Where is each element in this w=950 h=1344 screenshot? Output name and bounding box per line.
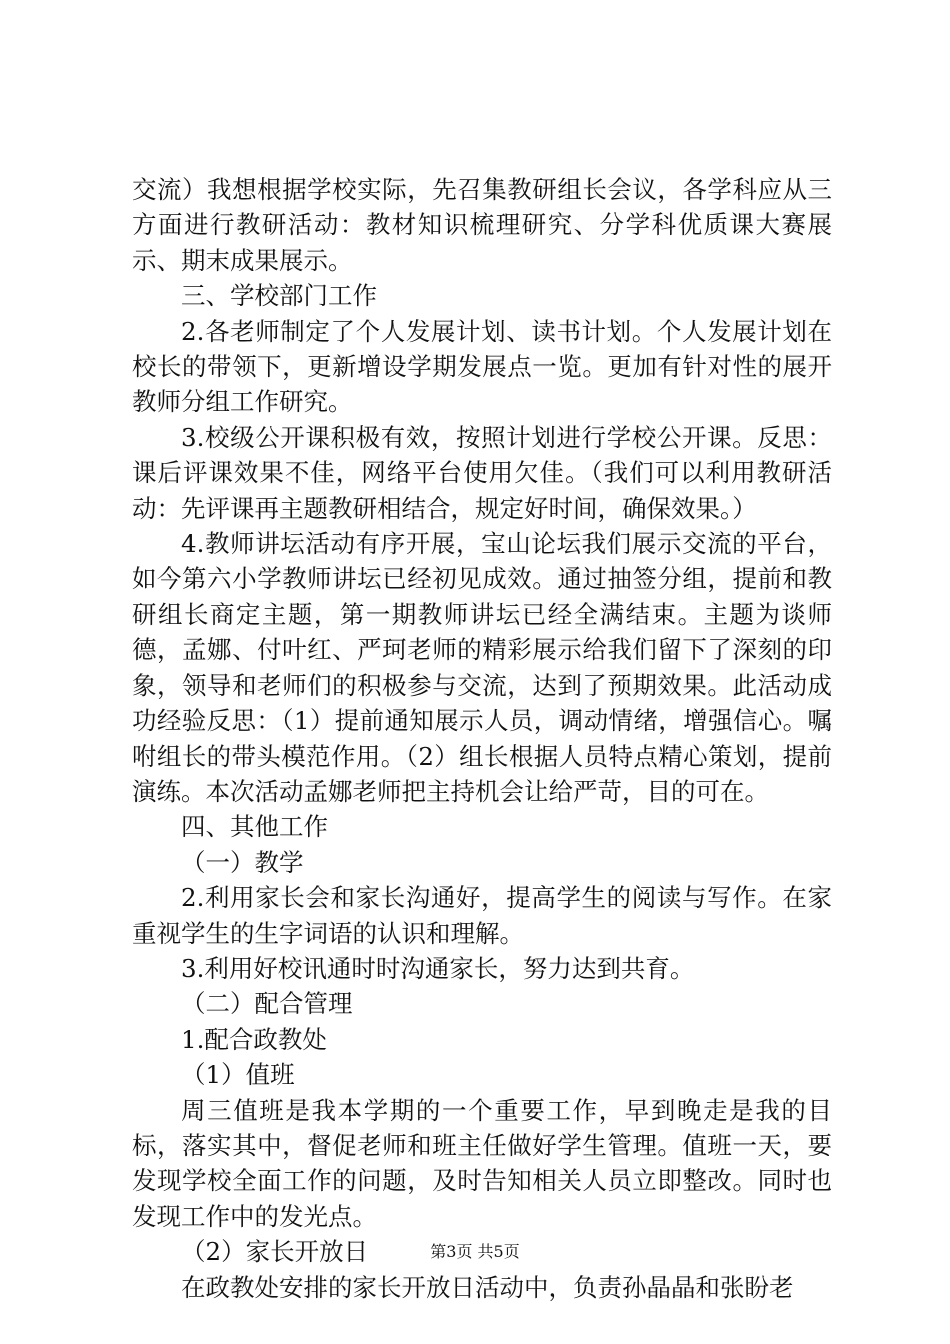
paragraph: （二）配合管理 bbox=[181, 989, 353, 1019]
paragraph: 4.教师讲坛活动有序开展，宝山论坛我们展示交流的平台，如今第六小学教师讲坛已经初见成效。通过抽签分组，提前和教研组长商定主题，第一期教师讲坛已经全满结束。主题为谈师德，孟娜、付叶红、严珂老师的精彩展示给我们留下了深刻的印象，领导和老师们的积极参与交流，达到了预期效果。此活动成功经验反思：（1）提前通知展示人员，调动情绪，增强信心。嘱咐组长的带头模范作用。（2）组长根据人员特点精心策划，提前演练。本次活动孟娜老师把主持机会让给严苛，目的可在。 bbox=[132, 529, 832, 806]
paragraph: 三、学校部门工作 bbox=[181, 281, 377, 311]
paragraph: 3.校级公开课积极有效，按照计划进行学校公开课。反思：课后评课效果不佳，网络平台使用欠佳。（我们可以利用教研活动：先评课再主题教研相结合，规定好时间，确保效果。） bbox=[132, 422, 832, 523]
paragraph: 2.各老师制定了个人发展计划、读书计划。个人发展计划在校长的带领下，更新增设学期发展点一览。更加有针对性的展开教师分组工作研究。 bbox=[132, 316, 832, 417]
paragraph: （一）教学 bbox=[181, 847, 304, 877]
document-body bbox=[132, 172, 832, 1305]
paragraph: 四、其他工作 bbox=[181, 812, 328, 842]
paragraph: 1.配合政教处 bbox=[181, 1024, 327, 1054]
page-footer: 第3页 共5页 bbox=[430, 1242, 520, 1261]
paragraph: （2）家长开放日 bbox=[181, 1237, 369, 1267]
paragraph: （1）值班 bbox=[181, 1060, 295, 1090]
paragraph: 在政教处安排的家长开放日活动中，负责孙晶晶和张盼老 bbox=[181, 1272, 794, 1302]
paragraph: 3.利用好校讯通时时沟通家长，努力达到共育。 bbox=[181, 953, 695, 983]
paragraph: 2.利用家长会和家长沟通好，提高学生的阅读与写作。在家重视学生的生字词语的认识和理解。 bbox=[132, 883, 832, 948]
paragraph: 交流）我想根据学校实际，先召集教研组长会议，各学科应从三方面进行教研活动：教材知识梳理研究、分学科优质课大赛展示、期末成果展示。 bbox=[132, 175, 832, 275]
paragraph: 周三值班是我本学期的一个重要工作，早到晚走是我的目标，落实其中，督促老师和班主任做好学生管理。值班一天，要发现学校全面工作的问题，及时告知相关人员立即整改。同时也发现工作中的发光点。 bbox=[132, 1095, 832, 1231]
